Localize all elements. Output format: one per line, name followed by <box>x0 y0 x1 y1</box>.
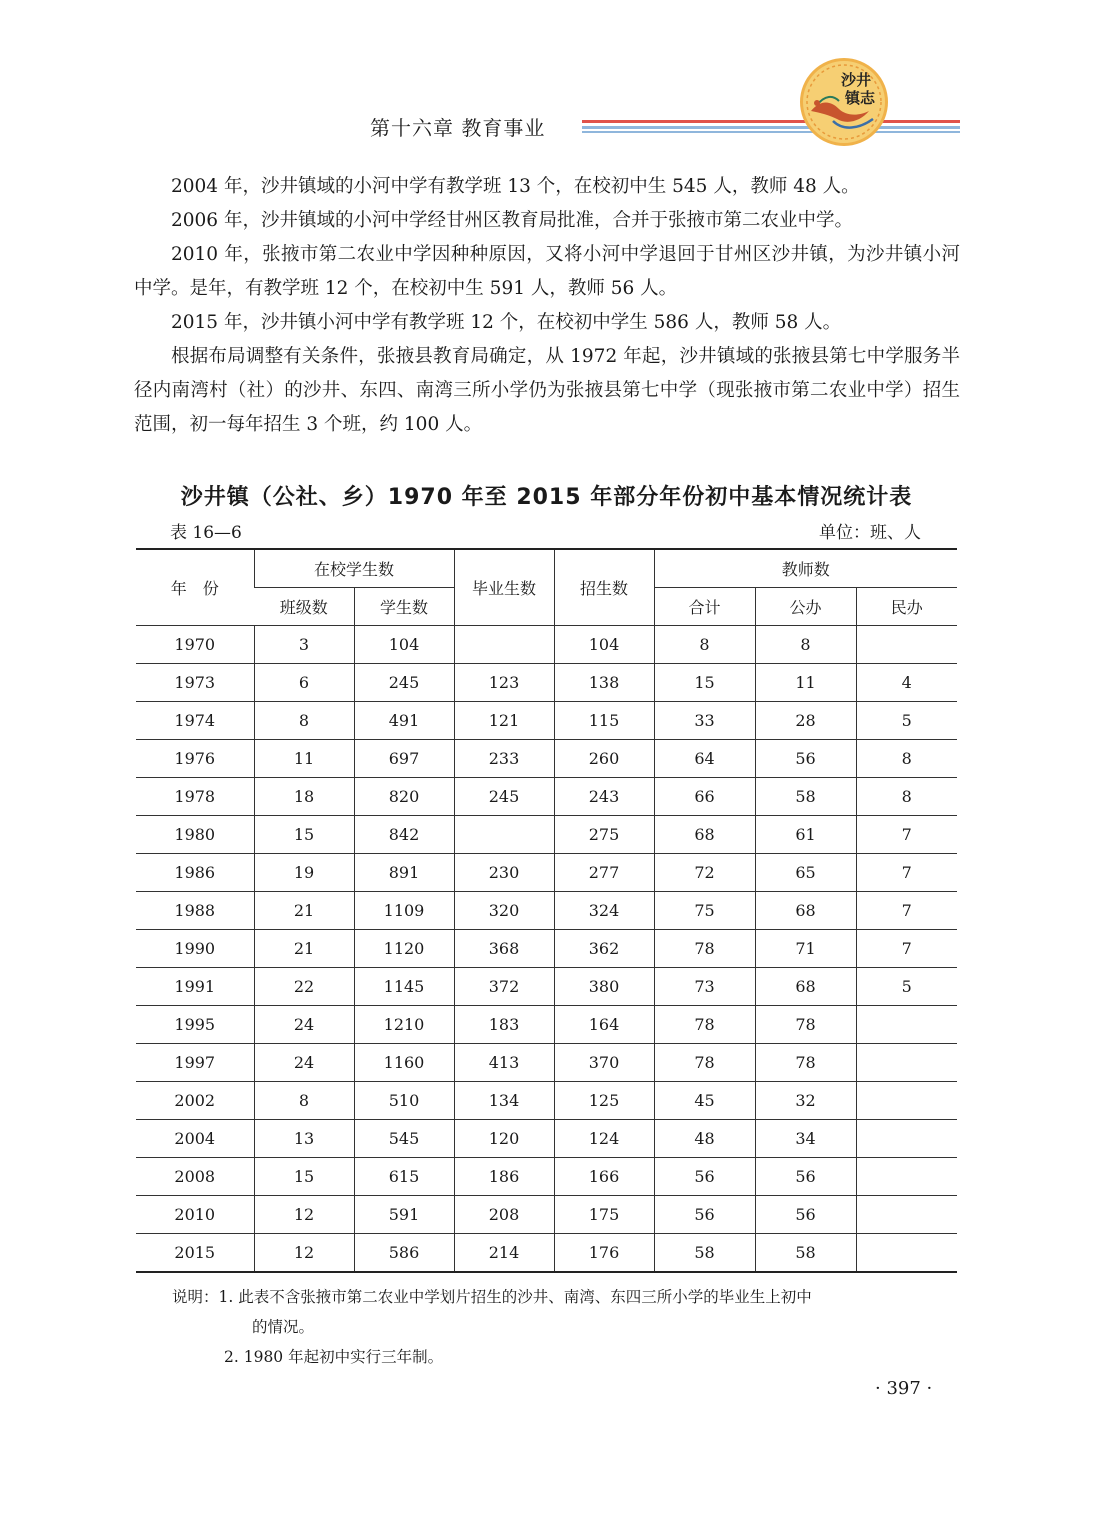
table-row <box>136 1234 957 1273</box>
table-cell: 12 <box>254 1234 354 1273</box>
header-rule-blue <box>582 126 960 129</box>
table-row <box>136 626 957 664</box>
table-cell: 68 <box>755 892 856 930</box>
table-cell: 45 <box>654 1082 755 1120</box>
table-row <box>136 702 957 740</box>
table-cell: 1109 <box>354 892 454 930</box>
table-cell: 73 <box>654 968 755 1006</box>
table-cell: 2004 <box>136 1120 254 1158</box>
table-cell: 22 <box>254 968 354 1006</box>
table-cell: 1986 <box>136 854 254 892</box>
column-header-total: 合计 <box>654 588 755 626</box>
table-cell: 277 <box>554 854 654 892</box>
table-row <box>136 778 957 816</box>
table-row <box>136 1120 957 1158</box>
table-cell: 1990 <box>136 930 254 968</box>
table-cell <box>856 1044 957 1082</box>
seal-text <box>837 71 875 107</box>
table-cell: 820 <box>354 778 454 816</box>
table-cell: 615 <box>354 1158 454 1196</box>
table-cell <box>454 626 554 664</box>
table-cell: 2002 <box>136 1082 254 1120</box>
table-unit: 单位：班、人 <box>819 523 921 543</box>
paragraph: 2015 年，沙井镇小河中学有教学班 12 个，在校初中学生 586 人，教师 58 人。 <box>171 312 842 333</box>
table-cell: 1973 <box>136 664 254 702</box>
table-number: 表 16—6 <box>170 523 242 543</box>
paragraph: 2004 年，沙井镇域的小河中学有教学班 13 个，在校初中生 545 人，教师 48 人。 <box>171 176 860 197</box>
table-cell: 65 <box>755 854 856 892</box>
table-cell: 1980 <box>136 816 254 854</box>
table-cell: 324 <box>554 892 654 930</box>
table-cell: 208 <box>454 1196 554 1234</box>
table-cell: 48 <box>654 1120 755 1158</box>
column-header-classes: 班级数 <box>254 588 354 626</box>
table-cell: 697 <box>354 740 454 778</box>
table-cell: 1988 <box>136 892 254 930</box>
table-cell <box>856 1158 957 1196</box>
column-header-public: 公办 <box>755 588 856 626</box>
table-cell: 1997 <box>136 1044 254 1082</box>
table-cell: 72 <box>654 854 755 892</box>
table-cell: 2008 <box>136 1158 254 1196</box>
table-cell: 1145 <box>354 968 454 1006</box>
table-cell: 56 <box>654 1158 755 1196</box>
table-cell: 591 <box>354 1196 454 1234</box>
table-cell: 2010 <box>136 1196 254 1234</box>
table-cell: 19 <box>254 854 354 892</box>
table-row <box>136 1044 957 1082</box>
table-cell: 11 <box>755 664 856 702</box>
table-notes <box>172 1282 812 1372</box>
table-cell: 7 <box>856 854 957 892</box>
table-cell: 78 <box>654 1044 755 1082</box>
page-number: · 397 · <box>875 1378 933 1399</box>
table-cell: 380 <box>554 968 654 1006</box>
table-cell: 1974 <box>136 702 254 740</box>
table-title: 沙井镇（公社、乡）1970 年至 2015 年部分年份初中基本情况统计表 <box>180 485 913 510</box>
table-cell: 78 <box>755 1044 856 1082</box>
header-rule-red <box>582 120 960 123</box>
table-cell: 7 <box>856 930 957 968</box>
table-cell: 33 <box>654 702 755 740</box>
note-2: 2. 1980 年起初中实行三年制。 <box>224 1348 444 1366</box>
table-cell: 24 <box>254 1006 354 1044</box>
table-cell: 24 <box>254 1044 354 1082</box>
table-cell: 233 <box>454 740 554 778</box>
table-cell: 8 <box>254 1082 354 1120</box>
table-row <box>136 1196 957 1234</box>
statistics-table <box>136 548 957 1273</box>
table-cell: 1970 <box>136 626 254 664</box>
seal-text-line2: 镇志 <box>845 89 876 107</box>
table-cell: 7 <box>856 892 957 930</box>
table-cell: 1160 <box>354 1044 454 1082</box>
table-cell: 134 <box>454 1082 554 1120</box>
seal-text-line1: 沙井 <box>841 71 872 89</box>
table-cell: 56 <box>755 1158 856 1196</box>
paragraph: 2010 年，张掖市第二农业中学因种种原因，又将小河中学退回于甘州区沙井镇，为沙井镇小河中学。是年，有教学班 12 个，在校初中生 591 人，教师 56 人。 <box>134 244 960 299</box>
table-cell: 115 <box>554 702 654 740</box>
table-row <box>136 854 957 892</box>
body-text <box>134 170 960 442</box>
table-cell <box>856 1006 957 1044</box>
table-cell: 78 <box>654 930 755 968</box>
table-cell: 6 <box>254 664 354 702</box>
table-cell: 8 <box>755 626 856 664</box>
table-cell: 78 <box>755 1006 856 1044</box>
table-cell: 75 <box>654 892 755 930</box>
table-cell: 138 <box>554 664 654 702</box>
table-cell: 164 <box>554 1006 654 1044</box>
column-header-graduates: 毕业生数 <box>454 549 554 626</box>
table-cell: 186 <box>454 1158 554 1196</box>
table-cell: 123 <box>454 664 554 702</box>
table-cell: 5 <box>856 702 957 740</box>
table-cell: 121 <box>454 702 554 740</box>
table-cell: 56 <box>654 1196 755 1234</box>
table-cell: 28 <box>755 702 856 740</box>
table-cell: 32 <box>755 1082 856 1120</box>
table-cell: 68 <box>755 968 856 1006</box>
table-cell <box>856 1082 957 1120</box>
table-cell: 21 <box>254 930 354 968</box>
table-row <box>136 930 957 968</box>
table-cell: 71 <box>755 930 856 968</box>
table-cell: 5 <box>856 968 957 1006</box>
table-cell: 1120 <box>354 930 454 968</box>
table-cell: 842 <box>354 816 454 854</box>
column-group-students: 在校学生数 <box>254 549 454 588</box>
table-cell: 545 <box>354 1120 454 1158</box>
table-row <box>136 892 957 930</box>
table-cell: 11 <box>254 740 354 778</box>
table-cell: 12 <box>254 1196 354 1234</box>
table-cell: 124 <box>554 1120 654 1158</box>
table-cell: 56 <box>755 1196 856 1234</box>
column-header-enrollment: 招生数 <box>554 549 654 626</box>
chapter-title: 第十六章 教育事业 <box>370 116 546 140</box>
table-row <box>136 740 957 778</box>
table-cell: 1210 <box>354 1006 454 1044</box>
note-1-continued: 的情况。 <box>252 1318 315 1336</box>
table-cell: 362 <box>554 930 654 968</box>
table-cell: 68 <box>654 816 755 854</box>
table-row <box>136 1006 957 1044</box>
table-cell: 64 <box>654 740 755 778</box>
note-1: 说明：1. 此表不含张掖市第二农业中学划片招生的沙井、南湾、东四三所小学的毕业生上初中 <box>172 1288 812 1306</box>
table-cell: 1995 <box>136 1006 254 1044</box>
table-cell: 120 <box>454 1120 554 1158</box>
table-row <box>136 664 957 702</box>
table-cell: 413 <box>454 1044 554 1082</box>
table-cell: 15 <box>654 664 755 702</box>
table-row <box>136 968 957 1006</box>
table-header-row <box>136 549 957 588</box>
table-cell: 3 <box>254 626 354 664</box>
table-cell: 245 <box>454 778 554 816</box>
table-cell: 260 <box>554 740 654 778</box>
table-cell: 368 <box>454 930 554 968</box>
table-cell: 183 <box>454 1006 554 1044</box>
table-cell: 1978 <box>136 778 254 816</box>
table-cell: 78 <box>654 1006 755 1044</box>
table-cell: 125 <box>554 1082 654 1120</box>
table-cell <box>856 1234 957 1273</box>
table-cell: 175 <box>554 1196 654 1234</box>
table-cell: 8 <box>654 626 755 664</box>
table-cell: 2015 <box>136 1234 254 1273</box>
table-cell: 18 <box>254 778 354 816</box>
table-cell: 372 <box>454 968 554 1006</box>
table-cell: 8 <box>856 740 957 778</box>
table-cell: 214 <box>454 1234 554 1273</box>
table-cell: 13 <box>254 1120 354 1158</box>
table-cell: 8 <box>254 702 354 740</box>
table-cell: 15 <box>254 816 354 854</box>
table-cell: 510 <box>354 1082 454 1120</box>
paragraph: 2006 年，沙井镇域的小河中学经甘州区教育局批准，合并于张掖市第二农业中学。 <box>171 210 853 231</box>
table-cell: 56 <box>755 740 856 778</box>
table-cell: 15 <box>254 1158 354 1196</box>
table-cell <box>856 626 957 664</box>
table-cell: 104 <box>554 626 654 664</box>
table-row <box>136 1082 957 1120</box>
column-header-students: 学生数 <box>354 588 454 626</box>
table-cell: 61 <box>755 816 856 854</box>
table-cell: 8 <box>856 778 957 816</box>
table-cell: 21 <box>254 892 354 930</box>
table-cell: 104 <box>354 626 454 664</box>
table-row <box>136 1158 957 1196</box>
table-cell: 58 <box>755 778 856 816</box>
table-cell: 275 <box>554 816 654 854</box>
column-header-private: 民办 <box>856 588 957 626</box>
table-cell: 245 <box>354 664 454 702</box>
table-cell: 243 <box>554 778 654 816</box>
table-cell: 1976 <box>136 740 254 778</box>
column-group-teachers: 教师数 <box>654 549 957 588</box>
table-cell: 586 <box>354 1234 454 1273</box>
table-cell <box>454 816 554 854</box>
table-cell: 4 <box>856 664 957 702</box>
table-cell: 370 <box>554 1044 654 1082</box>
table-cell <box>856 1196 957 1234</box>
table-row <box>136 816 957 854</box>
table-cell: 230 <box>454 854 554 892</box>
table-cell: 891 <box>354 854 454 892</box>
table-cell: 1991 <box>136 968 254 1006</box>
table-cell <box>856 1120 957 1158</box>
header-rule-blue-thin <box>582 131 960 133</box>
table-cell: 7 <box>856 816 957 854</box>
table-cell: 58 <box>654 1234 755 1273</box>
table-cell: 34 <box>755 1120 856 1158</box>
gazetteer-seal-logo <box>800 58 888 146</box>
paragraph: 根据布局调整有关条件，张掖县教育局确定，从 1972 年起，沙井镇域的张掖县第七中学服务半径内南湾村（社）的沙井、东四、南湾三所小学仍为张掖县第七中学（现张掖市第二农业中学）招生范围，初一每年招生 3 个班，约 100 人。 <box>134 346 960 435</box>
table-cell: 166 <box>554 1158 654 1196</box>
table-cell: 66 <box>654 778 755 816</box>
table-cell: 320 <box>454 892 554 930</box>
table-cell: 58 <box>755 1234 856 1273</box>
column-header-year: 年 份 <box>136 549 254 626</box>
table-cell: 491 <box>354 702 454 740</box>
table-cell: 176 <box>554 1234 654 1273</box>
